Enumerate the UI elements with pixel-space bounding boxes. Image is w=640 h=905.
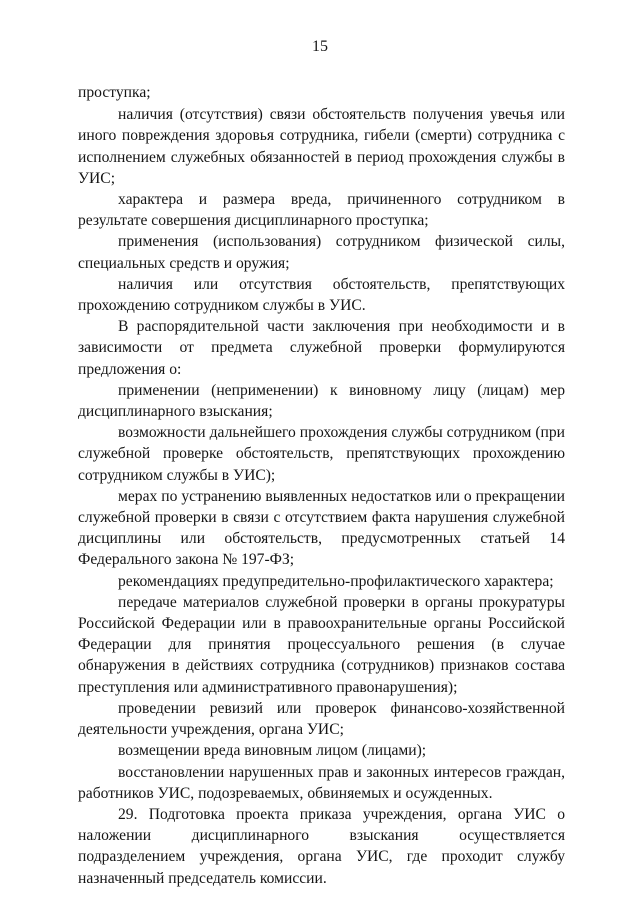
paragraph-11: передаче материалов служебной проверки в органы прокуратуры Российской Федерации или в правоохранительные органы Российской Федерации для принятия процессуального решения (в случае обнаружения в действиях сотрудника (сотрудников) признаков состава преступления или административного правонарушения); [78,593,565,696]
document-body [78,82,565,889]
paragraph-6: В распорядительной части заключения при необходимости и в зависимости от предмета служебной проверки формулируются предложения о: [78,318,565,378]
paragraph-10: рекомендациях предупредительно-профилактического характера; [118,572,554,590]
paragraph-12: проведении ревизий или проверок финансово-хозяйственной деятельности учреждения, органа УИС; [78,699,565,739]
paragraph-8: возможности дальнейшего прохождения службы сотрудником (при служебной проверке обстоятельств, препятствующих прохождению сотрудником службы в УИС); [78,424,565,484]
paragraph-5: наличия или отсутствия обстоятельств, препятствующих прохождению сотрудником службы в УИС. [78,275,565,315]
paragraph-2: наличия (отсутствия) связи обстоятельств получения увечья или иного повреждения здоровья сотрудника, гибели (смерти) сотрудника с исполнением служебных обязанностей в период прохождения службы в УИС; [78,106,565,187]
paragraph-4: применения (использования) сотрудником физической силы, специальных средств и оружия; [78,233,565,272]
paragraph-3: характера и размера вреда, причиненного сотрудником в результате совершения дисциплинарного проступка; [78,191,565,230]
paragraph-15: 29. Подготовка проекта приказа учреждения, органа УИС о наложении дисциплинарного взыскания осуществляется подразделением учреждения, органа УИС, где проходит службу назначенный председатель комиссии. [78,805,565,887]
paragraph-1: проступка; [78,84,151,101]
paragraph-9: мерах по устранению выявленных недостатков или о прекращении служебной проверки в связи с отсутствием факта нарушения служебной дисциплины или обстоятельств, предусмотренных статьей 14 Федерального закона № 197-ФЗ; [78,487,565,569]
paragraph-13: возмещении вреда виновным лицом (лицами); [118,742,427,760]
paragraph-14: восстановлении нарушенных прав и законных интересов граждан, работников УИС, подозреваемых, обвиняемых и осужденных. [78,763,565,802]
paragraph-7: применении (неприменении) к виновному лицу (лицам) мер дисциплинарного взыскания; [78,381,565,421]
page-number: 15 [312,38,328,55]
